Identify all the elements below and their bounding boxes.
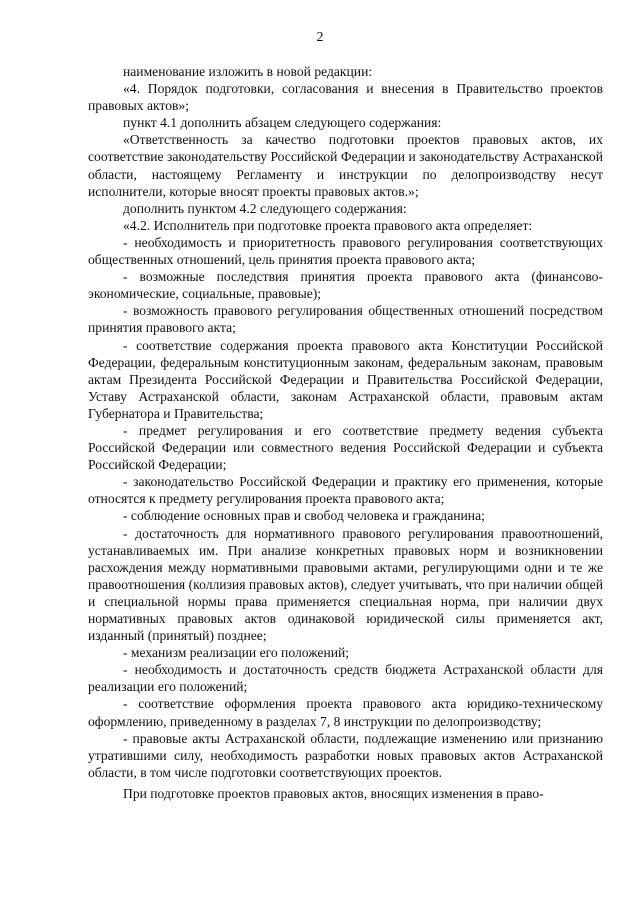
list-item: - законодательство Российской Федерации и практику его применения, которые относятся к предмету регулирования проекта правового акта; [88, 474, 603, 507]
list-item: - необходимость и приоритетность правового регулирования соответствующих общественных отношений, цель принятия проекта правового акта; [88, 234, 603, 268]
list-item: - соответствие оформления проекта правового акта юридико-техническому оформлению, приведенному в разделах 7, 8 инструкции по делопроизводству; [88, 696, 603, 729]
list-item: - возможные последствия принятия проекта правового акта (финансово-экономические, социальные, правовые); [88, 269, 603, 302]
list-item: - правовые акты Астраханской области, подлежащие изменению или признанию утратившими силу, необходимость разработки новых правовых актов Астраханской области, в том числе подготовки соответствующих проектов. [88, 730, 603, 780]
list-item: - достаточность для нормативного правового регулирования правоотношений, устанавливаемых им. При анализе конкретных правовых норм и возникновении расхождения между нормативными правовыми актами, регулирующими одни и те же правоотношения (коллизия правовых актов), следует учитывать, что при наличии общей и специальной нормы права применяется специальная норма, при наличии двух нормативных правовых актов одинаковой юридической силы применяется акт, изданный (принятый) позднее; [88, 525, 603, 644]
list-item: - возможность правового регулирования общественных отношений посредством принятия правового акта; [88, 303, 603, 336]
paragraph: дополнить пунктом 4.2 следующего содержания: [123, 200, 407, 216]
paragraph: «Ответственность за качество подготовки проектов правовых актов, их соответствие законодательству Российской Федерации и законодательству Астраханской области, настоящему Регламенту и инструкции по делопроизводству несут исполнители, которые вносят проекты правовых актов.»; [88, 132, 603, 199]
list-item: - необходимость и достаточность средств бюджета Астраханской области для реализации его положений; [88, 662, 603, 695]
list-item: - соблюдение основных прав и свобод человека и гражданина; [123, 508, 485, 524]
paragraph: наименование изложить в новой редакции: [123, 64, 373, 79]
paragraph: пункт 4.1 дополнить абзацем следующего содержания: [123, 115, 442, 131]
paragraph: «4. Порядок подготовки, согласования и внесения в Правительство проектов правовых актов»; [88, 81, 603, 114]
paragraph: «4.2. Исполнитель при подготовке проекта правового акта определяет: [123, 217, 533, 233]
list-item: - соответствие содержания проекта правового акта Конституции Российской Федерации, федеральным конституционным законам, федеральным законам, правовым актам Президента Российской Федерации и Правительства Российской Федерации, Уставу Астраханской области, законам Астраханской области, правовым актам Губернатора и Правительства; [88, 337, 603, 421]
page-number: 2 [316, 30, 324, 45]
paragraph: При подготовке проектов правовых актов, вносящих изменения в право- [123, 785, 544, 801]
list-item: - механизм реализации его положений; [123, 645, 350, 661]
list-item: - предмет регулирования и его соответствие предмету ведения субъекта Российской Федерации или совместного ведения Российской Федерации и субъекта Российской Федерации; [88, 422, 603, 473]
document-body [88, 63, 603, 802]
